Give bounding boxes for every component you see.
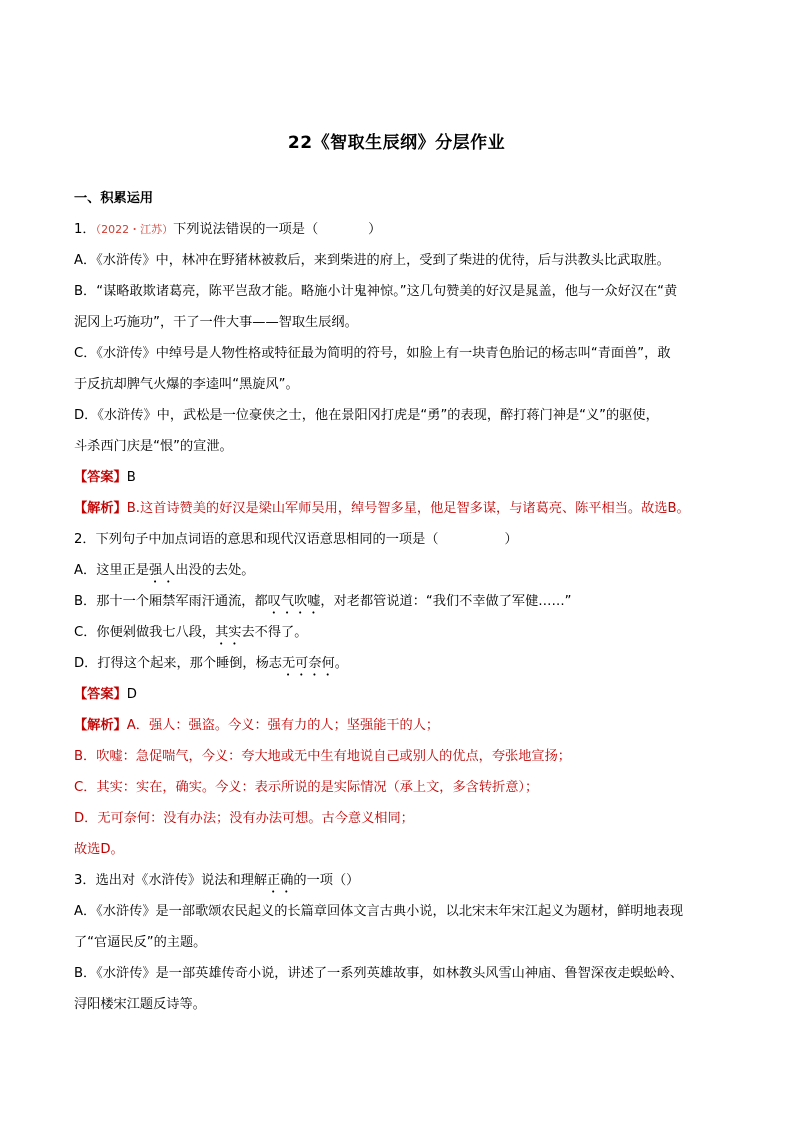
option-a-line1: A．《水浒传》是一部歌颂农民起义的长篇章回体文言古典小说，以北宋末年宋江起义为题材，鲜明地表现 bbox=[74, 904, 684, 919]
dotted-word: 无可奈何 bbox=[281, 656, 335, 671]
question-1-stem: 1．（2022・江苏）下列说法错误的一项是（ ） bbox=[74, 222, 382, 237]
section-heading: 一、积累运用 bbox=[74, 191, 154, 206]
question-source: （2022・江苏） bbox=[95, 223, 174, 236]
option-b: B．那十一个厢禁军雨汗通流，都叹气吹嘘，对老都管说道：“我们不幸做了军健……” bbox=[74, 594, 572, 609]
option-b-line1: B．《水浒传》是一部英雄传奇小说，讲述了一系列英雄故事，如林教头风雪山神庙、鲁智深夜走蜈蚣岭、 bbox=[74, 966, 684, 981]
analysis-label: 【解析】 bbox=[74, 718, 127, 733]
analysis-line-a: 【解析】A．强人：强盗。今义：强有力的人；坚强能干的人； bbox=[74, 718, 440, 733]
analysis-line-d: D．无可奈何：没有办法；没有办法可想。古今意义相同； bbox=[74, 811, 414, 826]
option-c-line2: 于反抗却脾气火爆的李逵叫“黑旋风”。 bbox=[74, 377, 299, 392]
option-c: C．你便剁做我七八段，其实去不得了。 bbox=[74, 625, 308, 640]
option-c-line1: C．《水浒传》中绰号是人物性格或特征最为简明的符号，如脸上有一块青色胎记的杨志叫“青面兽”，敢 bbox=[74, 346, 671, 361]
answer-label: 【答案】 bbox=[74, 470, 127, 485]
answer-line bbox=[74, 468, 136, 488]
question-3-stem: 3．选出对《水浒传》说法和理解正确的一项（） bbox=[74, 873, 360, 888]
answer-value: B bbox=[126, 470, 136, 485]
analysis-line bbox=[74, 499, 690, 519]
option-d: D．打得这个起来，那个睡倒，杨志无可奈何。 bbox=[74, 656, 348, 671]
option-a: A．《水浒传》中，林冲在野猪林被救后，来到柴进的府上，受到了柴进的优待，后与洪教头比武取胜。 bbox=[74, 253, 670, 268]
answer-label: 【答案】 bbox=[74, 687, 127, 702]
option-b-line1: B．“谋略敢欺诸葛亮，陈平岂敌才能。略施小计鬼神惊。”这几句赞美的好汉是晁盖，他与一众好汉在“黄 bbox=[74, 284, 678, 299]
page-title: 22《智取生辰纲》分层作业 bbox=[287, 133, 506, 153]
analysis-conclusion: 故选D。 bbox=[74, 842, 124, 857]
option-a: A．这里正是强人出没的去处。 bbox=[74, 563, 255, 578]
answer-value: D bbox=[126, 687, 137, 702]
analysis-label: 【解析】 bbox=[74, 501, 127, 516]
option-d-line2: 斗杀西门庆是“恨”的宣泄。 bbox=[74, 439, 233, 454]
option-d-line1: D．《水浒传》中，武松是一位豪侠之士，他在景阳冈打虎是“勇”的表现，醉打蒋门神是“义”的驱使， bbox=[74, 408, 659, 423]
dotted-word: 其实 bbox=[215, 625, 242, 640]
dotted-word: 强人 bbox=[148, 563, 176, 578]
answer-line bbox=[74, 685, 137, 705]
analysis-line-c: C．其实：实在，确实。今义：表示所说的是实际情况（承上文，多含转折意）； bbox=[74, 780, 539, 795]
question-number: 1． bbox=[74, 222, 96, 237]
dotted-word: 叹气吹嘘 bbox=[267, 594, 321, 609]
option-b-line2: 浔阳楼宋江题反诗等。 bbox=[74, 997, 206, 1012]
option-b-line2: 泥冈上巧施功”，干了一件大事——智取生辰纲。 bbox=[74, 315, 358, 330]
option-a-line2: 了“官逼民反”的主题。 bbox=[74, 935, 207, 950]
analysis-line-b: B．吹嘘：急促喘气，今义：夸大地或无中生有地说自己或别人的优点，夸张地宣扬； bbox=[74, 749, 571, 764]
analysis-text: B.这首诗赞美的好汉是梁山军师吴用，绰号智多星，他足智多谋，与诸葛亮、陈平相当。故选B。 bbox=[126, 501, 690, 516]
question-2-stem: 2．下列句子中加点词语的意思和现代汉语意思相同的一项是（ ） bbox=[74, 532, 518, 547]
question-text: 下列说法错误的一项是（ bbox=[173, 222, 319, 237]
dotted-word: 正确 bbox=[267, 873, 294, 888]
